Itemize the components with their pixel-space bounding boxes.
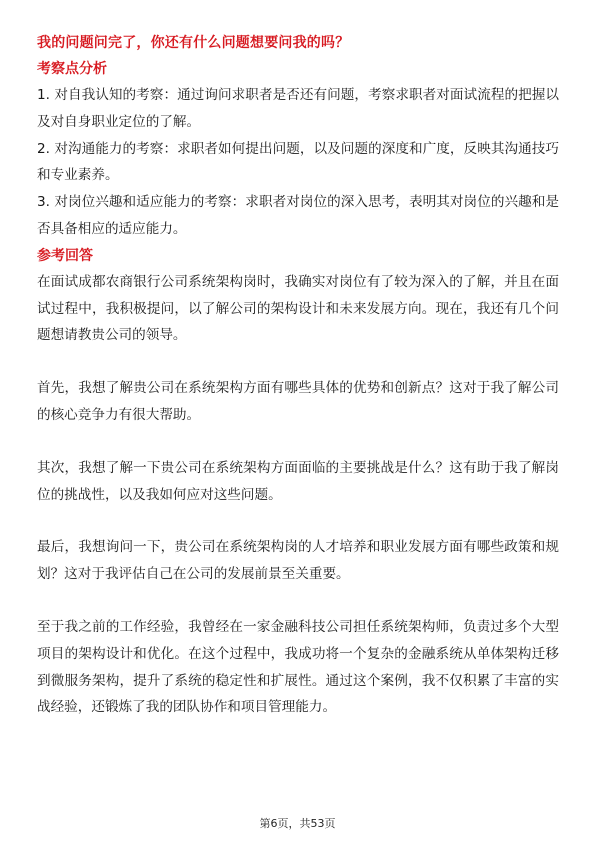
paragraph-spacer	[37, 588, 559, 614]
paragraph-spacer	[37, 429, 559, 455]
answer-paragraph: 其次，我想了解一下贵公司在系统架构方面面临的主要挑战是什么？这有助于我了解岗位的挑战性，以及我如何应对这些问题。	[37, 459, 559, 503]
analysis-point: 3. 对岗位兴趣和适应能力的考察：求职者对岗位的深入思考，表明其对岗位的兴趣和是否具备相应的适应能力。	[37, 194, 559, 237]
answer-paragraph: 在面试成都农商银行公司系统架构岗时，我确实对岗位有了较为深入的了解，并且在面试过程中，我积极提问，以了解公司的架构设计和未来发展方向。现在，我还有几个问题想请教贵公司的领导。	[37, 273, 559, 344]
paragraph-spacer	[37, 508, 559, 534]
paragraph-spacer	[37, 349, 559, 375]
question-title: 我的问题问完了，你还有什么问题想要问我的吗？	[37, 35, 350, 51]
analysis-heading: 考察点分析	[37, 61, 107, 77]
answer-paragraph: 首先，我想了解贵公司在系统架构方面有哪些具体的优势和创新点？这对于我了解公司的核心竞争力有很大帮助。	[37, 380, 559, 423]
answer-paragraph: 最后，我想询问一下，贵公司在系统架构岗的人才培养和职业发展方面有哪些政策和规划？这对于我评估自己在公司的发展前景至关重要。	[37, 539, 559, 583]
document-page	[37, 30, 559, 721]
answer-heading: 参考回答	[37, 247, 93, 264]
analysis-point: 2. 对沟通能力的考察：求职者如何提出问题，以及问题的深度和广度，反映其沟通技巧和专业素养。	[37, 140, 559, 184]
page-number-footer: 第6页，共53页	[259, 817, 336, 830]
answer-paragraph: 至于我之前的工作经验，我曾经在一家金融科技公司担任系统架构师，负责过多个大型项目的架构设计和优化。在这个过程中，我成功将一个复杂的金融系统从单体架构迁移到微服务架构，提升了系统的稳定性和扩展性。通过这个案例，我不仅积累了丰富的实战经验，还锻炼了我的团队协作和项目管理能力。	[37, 618, 559, 716]
analysis-point: 1. 对自我认知的考察：通过询问求职者是否还有问题，考察求职者对面试流程的把握以及对自身职业定位的了解。	[37, 87, 559, 130]
